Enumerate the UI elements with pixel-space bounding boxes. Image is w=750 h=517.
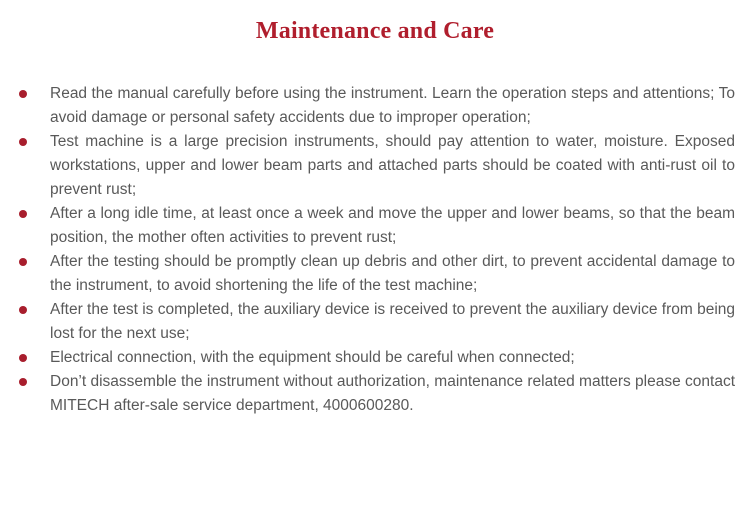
bullet-icon xyxy=(19,258,27,266)
bullet-icon xyxy=(19,138,27,146)
list-item xyxy=(0,82,735,130)
document-page xyxy=(0,18,750,517)
list-item-text: Electrical connection, with the equipment should be careful when connected; xyxy=(50,349,575,366)
list-item-text: Test machine is a large precision instruments, should pay attention to water, moisture. Exposed workstations, upper and lower beam parts and attached parts should be coated with anti-rust oil to prevent rust; xyxy=(50,133,735,198)
list-item xyxy=(0,130,735,202)
list-item xyxy=(0,250,735,298)
list-item-text: After the testing should be promptly clean up debris and other dirt, to prevent accidental damage to the instrument, to avoid shortening the life of the test machine; xyxy=(50,253,735,294)
maintenance-list xyxy=(0,82,750,418)
list-item-text: Read the manual carefully before using the instrument. Learn the operation steps and attentions; To avoid damage or personal safety accidents due to improper operation; xyxy=(50,85,735,126)
list-item-text: Don’t disassemble the instrument without authorization, maintenance related matters please contact MITECH after-sale service department, 4000600280. xyxy=(50,373,735,414)
list-item xyxy=(0,298,735,346)
list-item-text: After the test is completed, the auxiliary device is received to prevent the auxiliary device from being lost for the next use; xyxy=(50,301,735,342)
bullet-icon xyxy=(19,306,27,314)
list-item xyxy=(0,346,735,370)
bullet-icon xyxy=(19,90,27,98)
bullet-icon xyxy=(19,210,27,218)
page-title: Maintenance and Care xyxy=(255,18,495,44)
bullet-icon xyxy=(19,378,27,386)
list-item-text: After a long idle time, at least once a week and move the upper and lower beams, so that the beam position, the mother often activities to prevent rust; xyxy=(50,205,735,246)
list-item xyxy=(0,202,735,250)
list-item xyxy=(0,370,735,418)
bullet-icon xyxy=(19,354,27,362)
